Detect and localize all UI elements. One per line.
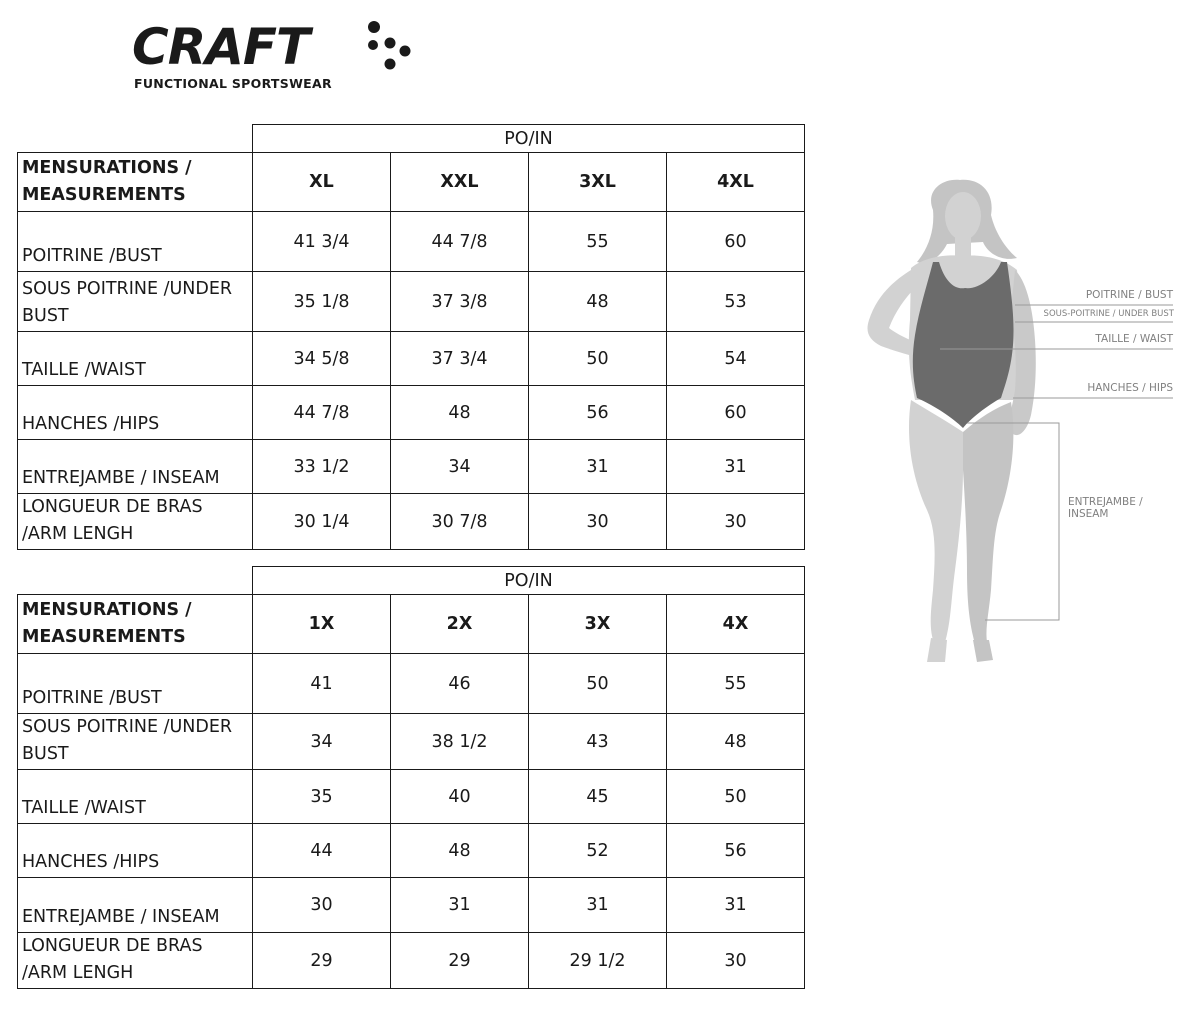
size-header: XXL xyxy=(391,153,529,212)
waist-label: TAILLE / WAIST xyxy=(1095,333,1173,345)
cell-value: 54 xyxy=(667,332,805,386)
cell-value: 35 xyxy=(253,770,391,824)
brand-name: CRAFT xyxy=(132,18,310,76)
size-header: 1X xyxy=(253,595,391,654)
cell-value: 55 xyxy=(667,654,805,714)
table-row xyxy=(18,714,805,770)
row-label: ENTREJAMBE / INSEAM xyxy=(18,878,253,933)
body-silhouette-icon xyxy=(855,170,1200,680)
cell-value: 30 1/4 xyxy=(253,494,391,550)
cell-value: 48 xyxy=(529,272,667,332)
cell-value: 35 1/8 xyxy=(253,272,391,332)
size-header: 2X xyxy=(391,595,529,654)
cell-value: 31 xyxy=(529,440,667,494)
inseam-label-line2: INSEAM xyxy=(1068,508,1109,520)
cell-value: 44 7/8 xyxy=(253,386,391,440)
row-label: SOUS POITRINE /UNDER BUST xyxy=(18,714,253,770)
cell-value: 43 xyxy=(529,714,667,770)
table-row xyxy=(18,332,805,386)
table-row xyxy=(18,933,805,989)
cell-value: 31 xyxy=(667,440,805,494)
size-header: 3X xyxy=(529,595,667,654)
size-table-1 xyxy=(17,124,805,550)
cell-value: 50 xyxy=(667,770,805,824)
row-label: TAILLE /WAIST xyxy=(18,332,253,386)
cell-value: 56 xyxy=(529,386,667,440)
cell-value: 30 xyxy=(667,494,805,550)
table-row xyxy=(18,272,805,332)
cell-value: 37 3/4 xyxy=(391,332,529,386)
cell-value: 56 xyxy=(667,824,805,878)
cell-value: 37 3/8 xyxy=(391,272,529,332)
cell-value: 55 xyxy=(529,212,667,272)
cell-value: 60 xyxy=(667,212,805,272)
brand-dots-icon xyxy=(364,20,414,75)
size-header: 4XL xyxy=(667,153,805,212)
under-bust-label: SOUS-POITRINE / UNDER BUST xyxy=(1043,309,1174,319)
unit-header: PO/IN xyxy=(253,125,805,153)
cell-value: 50 xyxy=(529,332,667,386)
unit-header: PO/IN xyxy=(253,567,805,595)
cell-value: 31 xyxy=(529,878,667,933)
cell-value: 41 xyxy=(253,654,391,714)
size-table-2 xyxy=(17,566,805,989)
cell-value: 30 xyxy=(529,494,667,550)
cell-value: 38 1/2 xyxy=(391,714,529,770)
measurements-header: MENSURATIONS / MEASUREMENTS xyxy=(18,153,253,212)
cell-value: 31 xyxy=(667,878,805,933)
row-label: POITRINE /BUST xyxy=(18,212,253,272)
row-label: TAILLE /WAIST xyxy=(18,770,253,824)
empty-corner xyxy=(18,125,253,153)
cell-value: 44 7/8 xyxy=(391,212,529,272)
row-label: LONGUEUR DE BRAS /ARM LENGH xyxy=(18,494,253,550)
cell-value: 40 xyxy=(391,770,529,824)
cell-value: 30 xyxy=(253,878,391,933)
row-label: HANCHES /HIPS xyxy=(18,824,253,878)
cell-value: 48 xyxy=(391,386,529,440)
cell-value: 44 xyxy=(253,824,391,878)
cell-value: 34 5/8 xyxy=(253,332,391,386)
size-header: 3XL xyxy=(529,153,667,212)
cell-value: 30 7/8 xyxy=(391,494,529,550)
hips-label: HANCHES / HIPS xyxy=(1087,382,1173,394)
cell-value: 31 xyxy=(391,878,529,933)
table-row xyxy=(18,654,805,714)
cell-value: 50 xyxy=(529,654,667,714)
craft-logo xyxy=(132,20,432,95)
cell-value: 45 xyxy=(529,770,667,824)
cell-value: 33 1/2 xyxy=(253,440,391,494)
inseam-label-line1: ENTREJAMBE / xyxy=(1068,496,1143,508)
cell-value: 53 xyxy=(667,272,805,332)
bust-label: POITRINE / BUST xyxy=(1085,289,1173,301)
row-label: LONGUEUR DE BRAS /ARM LENGH xyxy=(18,933,253,989)
empty-corner xyxy=(18,567,253,595)
row-label: POITRINE /BUST xyxy=(18,654,253,714)
measurements-header: MENSURATIONS / MEASUREMENTS xyxy=(18,595,253,654)
cell-value: 60 xyxy=(667,386,805,440)
size-header: 4X xyxy=(667,595,805,654)
cell-value: 29 xyxy=(391,933,529,989)
row-label: ENTREJAMBE / INSEAM xyxy=(18,440,253,494)
table-row xyxy=(18,153,805,212)
inseam-label xyxy=(1068,496,1143,520)
table-row xyxy=(18,878,805,933)
brand-tagline: FUNCTIONAL SPORTSWEAR xyxy=(134,76,332,91)
table-row xyxy=(18,770,805,824)
cell-value: 29 xyxy=(253,933,391,989)
cell-value: 30 xyxy=(667,933,805,989)
table-row xyxy=(18,824,805,878)
cell-value: 52 xyxy=(529,824,667,878)
cell-value: 34 xyxy=(253,714,391,770)
row-label: SOUS POITRINE /UNDER BUST xyxy=(18,272,253,332)
table-row xyxy=(18,494,805,550)
cell-value: 48 xyxy=(391,824,529,878)
table-row xyxy=(18,440,805,494)
cell-value: 48 xyxy=(667,714,805,770)
table-row xyxy=(18,212,805,272)
cell-value: 46 xyxy=(391,654,529,714)
measurement-figure xyxy=(855,170,1200,680)
cell-value: 34 xyxy=(391,440,529,494)
size-header: XL xyxy=(253,153,391,212)
cell-value: 29 1/2 xyxy=(529,933,667,989)
table-row xyxy=(18,595,805,654)
row-label: HANCHES /HIPS xyxy=(18,386,253,440)
cell-value: 41 3/4 xyxy=(253,212,391,272)
table-row xyxy=(18,386,805,440)
